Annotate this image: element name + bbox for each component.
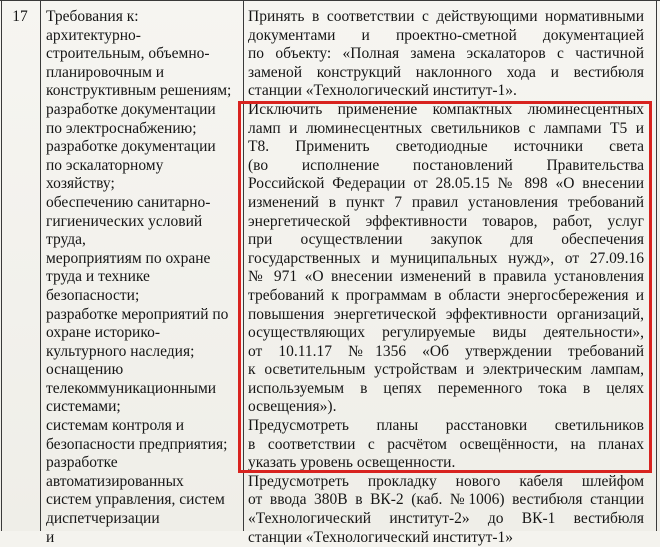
requirements-column	[46, 8, 242, 547]
text-line: № 971 «О внесении изменений в правила установления	[248, 268, 644, 286]
text-line: строительным, объемно-	[46, 45, 210, 63]
text-line: «Технологический институт-2» до ВК-1 вестибюля	[248, 510, 644, 528]
text-line: от 10.11.17 №1356 «Об утверждении требований	[248, 342, 644, 360]
table-border-number-column	[40, 0, 41, 531]
text-line: заменой конструкций наклонного хода и вестибюля	[248, 63, 644, 81]
text-line: систем управления, систем	[46, 491, 225, 509]
text-line: разработке документации	[46, 138, 216, 156]
text-line: по электроснабжению;	[46, 119, 197, 137]
text-line: указать уровень освещенности.	[248, 454, 456, 472]
text-line: Требования к:	[46, 8, 139, 25]
text-line: Предусмотреть прокладку нового кабеля шлейфом	[248, 472, 644, 490]
text-line: системам контроля и	[46, 417, 185, 435]
text-line: изменений в пункт 7 правил установления требований	[248, 193, 644, 211]
text-line: охране историко-	[46, 324, 160, 342]
text-line: от ввода 380В в ВК-2 (каб. №1006) вестибюля станции	[248, 491, 644, 509]
text-line: гигиенических условий	[46, 212, 203, 230]
text-line: конструктивным решениям;	[46, 82, 232, 100]
row-number: 17	[12, 8, 28, 25]
text-line: телекоммуникационными	[46, 379, 217, 397]
text-line: (во исполнение постановлений Правительства	[248, 156, 644, 174]
text-line: по объекту: «Полная замена эскалаторов с частичной	[248, 45, 644, 63]
text-line: автоматизированных	[46, 472, 184, 490]
text-line: обеспечению санитарно-	[46, 193, 211, 211]
table-border-top	[0, 0, 660, 1]
text-line: хозяйству;	[46, 175, 115, 193]
text-line: ламп и люминесцентных светильников с лампами Т5 и	[248, 119, 644, 137]
text-line: по эскалаторному	[46, 156, 164, 174]
text-line: документами и проектно-сметной документацией	[248, 26, 644, 44]
text-line: планировочным и	[46, 63, 165, 81]
text-line: в соответствии с расчётом освещённости, на планах	[248, 435, 644, 453]
text-line: при осуществлении закупок для обеспечения	[248, 231, 644, 249]
text-line: мероприятиям по охране	[46, 249, 211, 267]
text-line: труда,	[46, 231, 86, 249]
text-line: государственных и муниципальных нужд», от 27.09.16	[248, 249, 644, 267]
text-line: разработке	[46, 454, 118, 472]
text-line: и	[46, 528, 55, 546]
text-line: безопасности предприятия;	[46, 435, 228, 453]
text-line: станции «Технологический институт-1».	[248, 82, 517, 100]
table-border-left	[1, 0, 2, 531]
text-line: энергетической эффективности товаров, работ, услуг	[248, 212, 644, 230]
text-line: труда и технике	[46, 268, 150, 286]
highlight-box	[238, 101, 652, 473]
text-line: Исключить применение компактных люминесцентных	[248, 100, 644, 118]
text-line: станции «Технологический институт-1»	[248, 528, 514, 546]
text-line: Предусмотреть планы расстановки светильников	[248, 417, 644, 435]
text-line: повышения энергетической эффективности организаций,	[248, 305, 644, 323]
text-line: осуществляющих регулируемые виды деятельности»,	[248, 324, 644, 342]
text-line: архитектурно-	[46, 26, 141, 44]
text-line: оснащению	[46, 361, 124, 379]
text-line: к осветительным устройствам и электрическим лампам,	[248, 361, 644, 379]
text-line: безопасности;	[46, 286, 140, 304]
table-border-right	[656, 0, 657, 531]
text-line: культурного наследия;	[46, 342, 195, 360]
text-line: разработке мероприятий по	[46, 305, 229, 323]
text-line: используемым в цепях переменного тока в целях	[248, 379, 644, 397]
text-line: разработке документации	[46, 100, 216, 118]
text-line: диспетчеризации	[46, 510, 160, 528]
text-line: требований к программам в области энергосбережения и	[248, 286, 644, 304]
text-line: Российской Федерации от 28.05.15 № 898 «О внесении	[248, 175, 644, 193]
text-line: Т8. Применить светодиодные источники света	[248, 138, 644, 156]
text-line: системами;	[46, 398, 121, 416]
text-line: Принять в соответствии с действующими нормативными	[248, 8, 644, 25]
text-line: освещения»).	[248, 398, 337, 416]
